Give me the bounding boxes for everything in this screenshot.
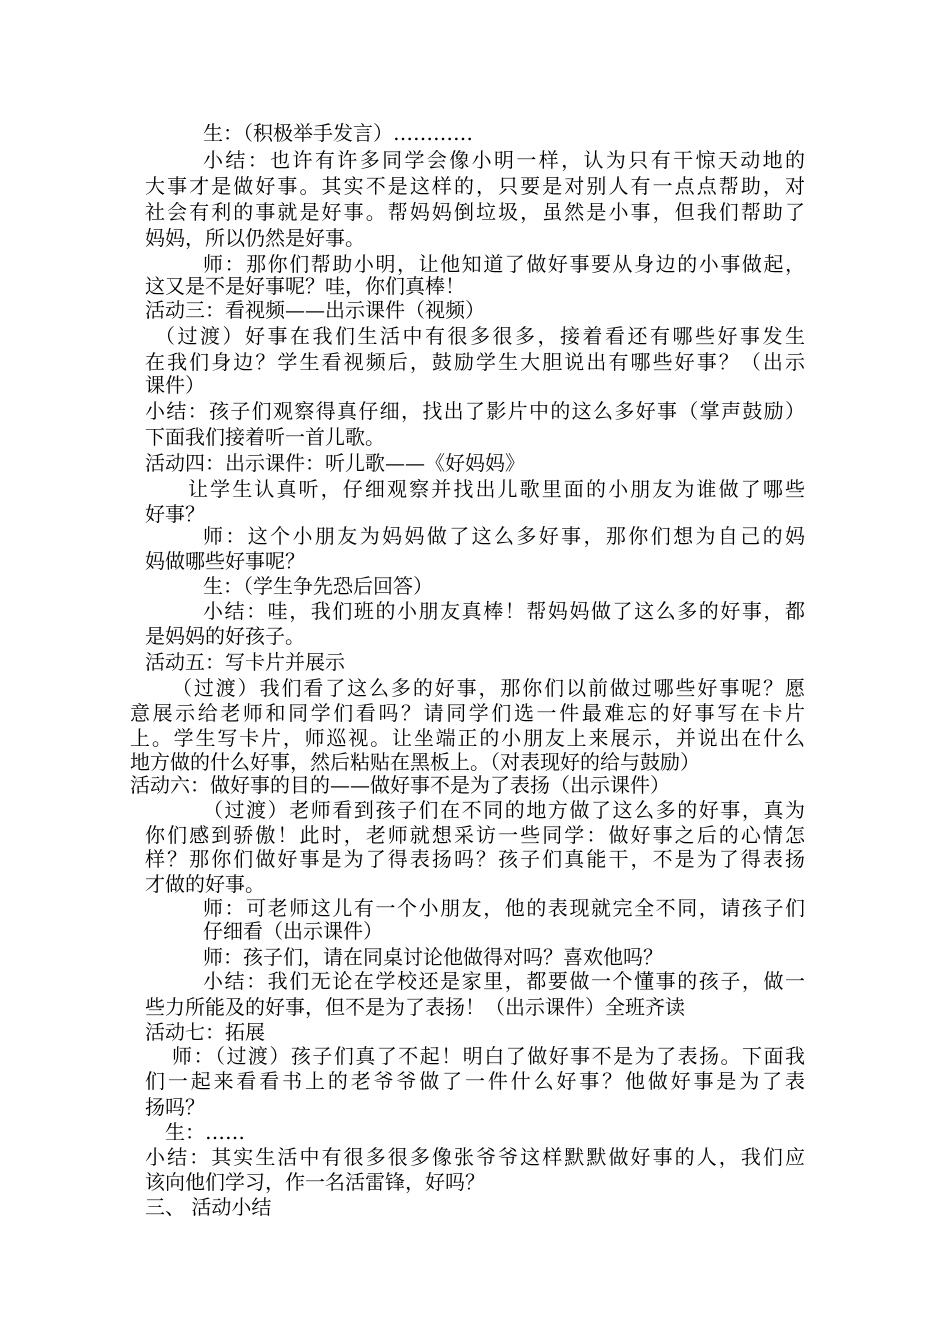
- text-line: 小结：哇，我们班的小朋友真棒！帮妈妈做了这么多的好事，都: [203, 599, 805, 623]
- text-line: 社会有利的事就是好事。帮妈妈倒垃圾，虽然是小事，但我们帮助了: [145, 200, 805, 224]
- text-line: 让学生认真听，仔细观察并找出儿歌里面的小朋友为谁做了哪些: [188, 477, 805, 501]
- text-line: 师：这个小朋友为妈妈做了这么多好事，那你们想为自己的妈: [203, 524, 805, 548]
- text-line: 扬吗？: [145, 1095, 205, 1119]
- text-line: 些力所能及的好事，但不是为了表扬！（出示课件）全班齐读: [145, 995, 685, 1019]
- text-line: 小结：也许有许多同学会像小明一样，认为只有干惊天动地的: [203, 148, 805, 172]
- text-line: 生：（积极举手发言）…………: [203, 121, 473, 145]
- text-line: 小结：孩子们观察得真仔细，找出了影片中的这么多好事（掌声鼓励）: [145, 399, 805, 423]
- text-line: 师：那你们帮助小明，让他知道了做好事要从身边的小事做起，: [203, 252, 805, 276]
- text-line: 仔细看（出示课件）: [203, 919, 383, 943]
- section-heading: 活动七：拓展: [145, 1020, 265, 1044]
- text-line: 师：（过渡）孩子们真了不起！明白了做好事不是为了表扬。下面我: [172, 1044, 805, 1068]
- text-line: 地方做的什么好事，然后粘贴在黑板上。（对表现好的给与鼓励）: [130, 750, 700, 774]
- text-line: 你们感到骄傲！此时，老师就想采访一些同学：做好事之后的心情怎: [145, 823, 805, 847]
- section-heading: 活动三：看视频——出示课件（视频）: [145, 298, 485, 322]
- text-line: 上。学生写卡片，师巡视。让坐端正的小朋友上来展示，并说出在什么: [130, 726, 805, 750]
- text-line: 意展示给老师和同学们看吗？请同学们选一件最难忘的好事写在卡片: [130, 701, 805, 725]
- text-line: （过渡）我们看了这么多的好事，那你们以前做过哪些好事呢？愿: [172, 676, 805, 700]
- section-heading: 活动四：出示课件：听儿歌——《好妈妈》: [145, 451, 525, 475]
- text-line: 生：……: [165, 1120, 245, 1144]
- text-line: 下面我们接着听一首儿歌。: [145, 425, 385, 449]
- text-line: 小结：其实生活中有很多很多像张爷爷这样默默做好事的人，我们应: [145, 1145, 805, 1169]
- text-line: 师：孩子们，请在同桌讨论他做得对吗？喜欢他吗？: [203, 945, 663, 969]
- text-line: 大事才是做好事。其实不是这样的，只要是对别人有一点点帮助，对: [145, 174, 805, 198]
- text-line: 好事？: [145, 502, 205, 526]
- text-line: 妈做哪些好事呢？: [145, 549, 305, 573]
- text-line: 在我们身边？学生看视频后，鼓励学生大胆说出有哪些好事？（出示: [145, 350, 805, 374]
- text-line: 师：可老师这儿有一个小朋友，他的表现就完全不同，请孩子们: [203, 896, 805, 920]
- section-heading: 三、 活动小结: [145, 1195, 272, 1219]
- text-line: （过渡）老师看到孩子们在不同的地方做了这么多的好事，真为: [203, 798, 805, 822]
- text-line: 样？那你们做好事是为了得表扬吗？孩子们真能干，不是为了得表扬: [145, 847, 805, 871]
- text-line: 是妈妈的好孩子。: [145, 624, 305, 648]
- text-line: 小结：我们无论在学校还是家里，都要做一个懂事的孩子，做一: [203, 969, 805, 993]
- text-line: 才做的好事。: [145, 872, 265, 896]
- text-line: 们一起来看看书上的老爷爷做了一件什么好事？他做好事是为了表: [145, 1069, 805, 1093]
- text-line: 生：（学生争先恐后回答）: [203, 574, 433, 598]
- section-heading: 活动五：写卡片并展示: [145, 650, 345, 674]
- section-heading: 活动六：做好事的目的——做好事不是为了表扬（出示课件）: [130, 773, 670, 797]
- text-line: 课件）: [145, 373, 205, 397]
- text-line: 妈妈，所以仍然是好事。: [145, 226, 365, 250]
- text-line: 该向他们学习，作一名活雷锋，好吗？: [145, 1170, 485, 1194]
- text-line: （过渡）好事在我们生活中有很多很多，接着看还有哪些好事发生: [155, 324, 805, 348]
- text-line: 这又是不是好事呢？哇，你们真棒！: [145, 274, 465, 298]
